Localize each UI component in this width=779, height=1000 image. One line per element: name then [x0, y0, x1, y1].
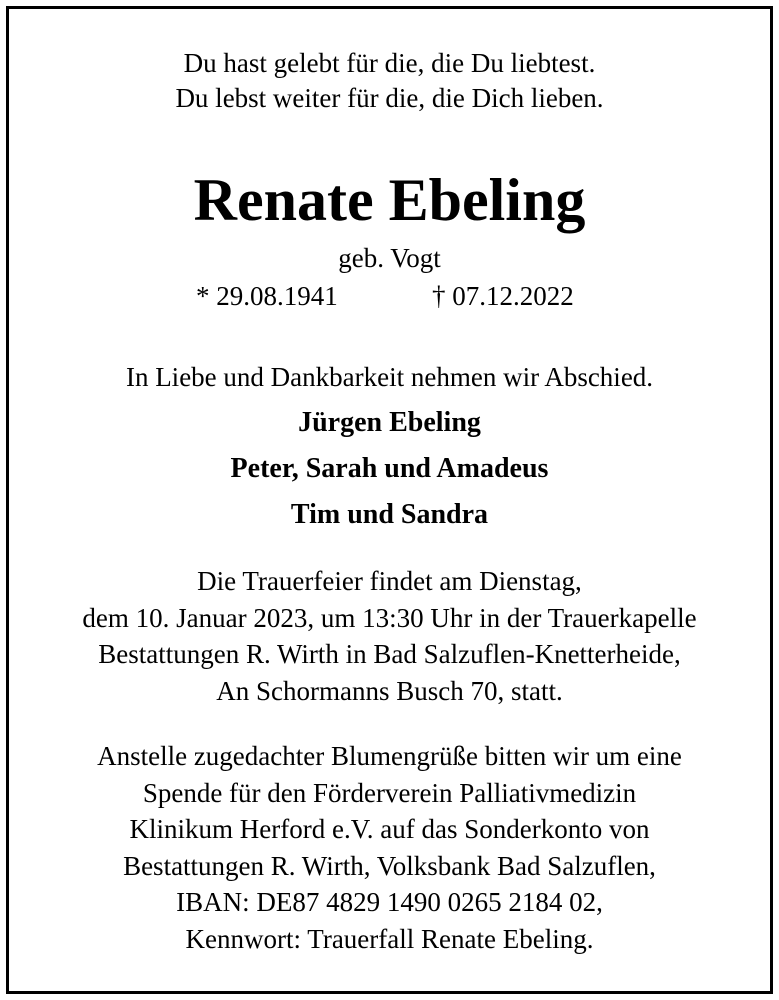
mourner-name: Jürgen Ebeling	[298, 407, 481, 438]
birth-date: * 29.08.1941	[196, 281, 338, 311]
mourner-name: Peter, Sarah und Amadeus	[230, 453, 549, 484]
motto-verse	[0, 46, 779, 116]
donation-line: Anstelle zugedachter Blumengrüße bitten wir um eine	[97, 741, 682, 771]
service-line: An Schormanns Busch 70, statt.	[216, 675, 563, 706]
donation-line: Klinikum Herford e.V. auf das Sonderkonto von	[129, 814, 650, 844]
donation-request	[0, 738, 779, 957]
donation-line: Spende für den Förderverein Palliativmedizin	[142, 777, 637, 808]
mourners-list	[0, 400, 779, 538]
mourner-name: Tim und Sandra	[290, 499, 489, 530]
donation-line: Bestattungen R. Wirth, Volksbank Bad Salzuflen,	[123, 850, 656, 881]
farewell-text: In Liebe und Dankbarkeit nehmen wir Abschied.	[125, 362, 654, 392]
service-line: dem 10. Januar 2023, um 13:30 Uhr in der Trauerkapelle	[82, 602, 697, 633]
service-line: Die Trauerfeier findet am Dienstag,	[197, 566, 582, 596]
deceased-name: Renate Ebeling	[193, 167, 586, 233]
funeral-service-info	[0, 563, 779, 709]
donation-iban: IBAN: DE87 4829 1490 0265 2184 02,	[176, 887, 603, 917]
donation-line: Kennwort: Trauerfall Renate Ebeling.	[185, 923, 594, 954]
life-dates	[0, 278, 779, 314]
death-date: † 07.12.2022	[432, 281, 574, 311]
motto-line: Du hast gelebt für die, die Du liebtest.	[183, 48, 596, 78]
service-line: Bestattungen R. Wirth in Bad Salzuflen-Knetterheide,	[98, 639, 681, 669]
birth-name: geb. Vogt	[338, 243, 441, 273]
motto-line: Du lebst weiter für die, die Dich lieben.	[175, 83, 604, 113]
